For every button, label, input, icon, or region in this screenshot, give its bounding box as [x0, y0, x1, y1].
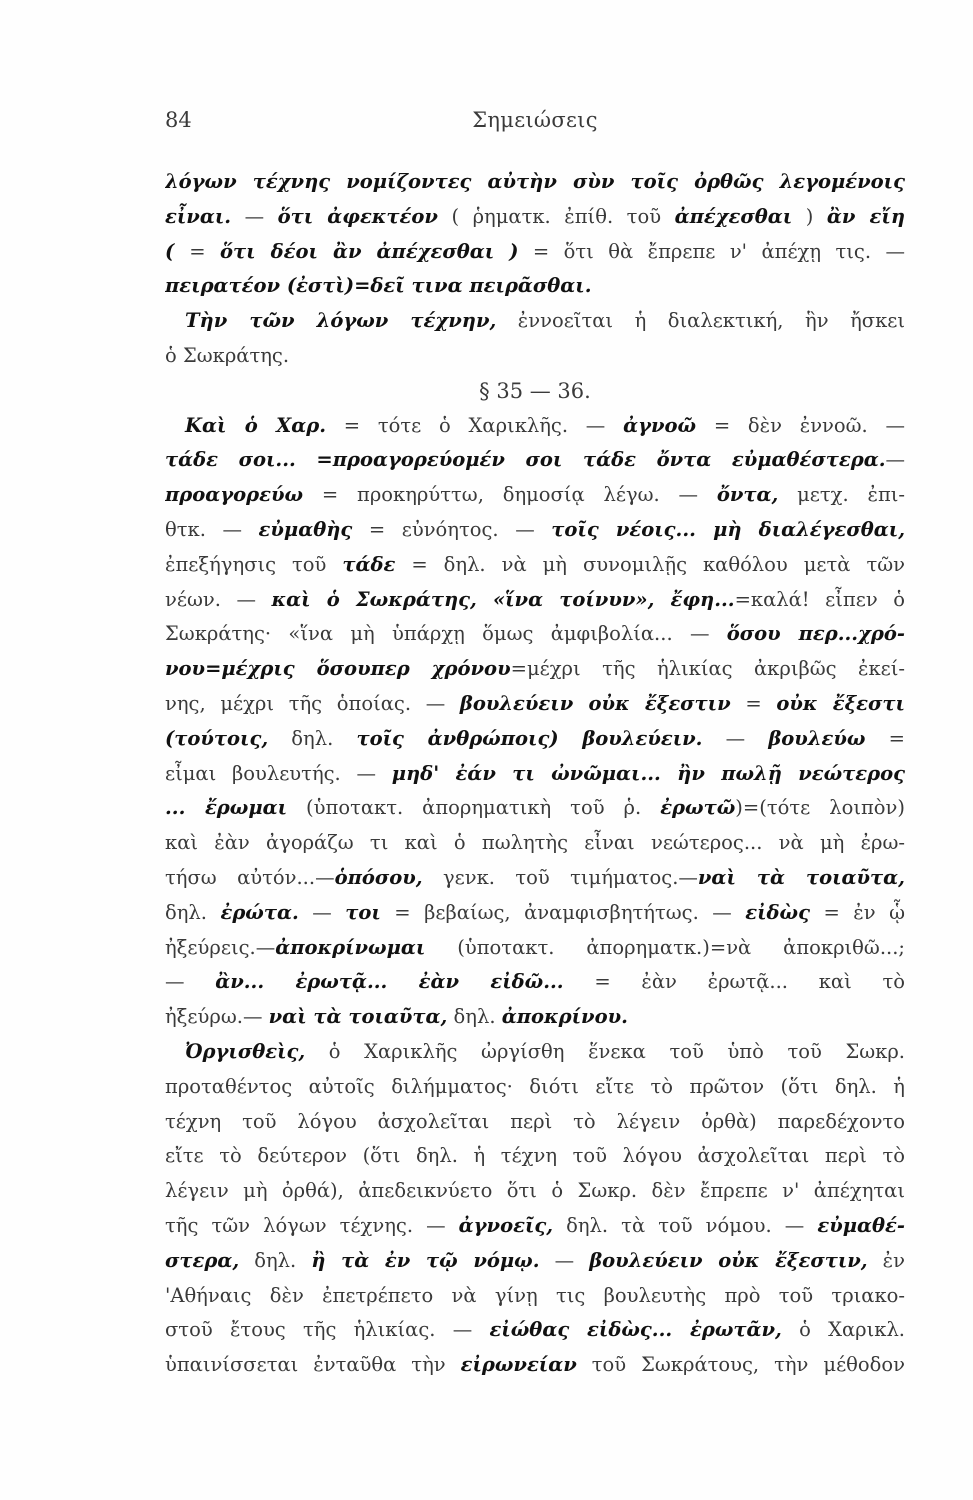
text-line [165, 791, 905, 826]
commentary-text: γενκ. τοῦ τιμήματος.— [422, 865, 698, 889]
lemma-text: μηδ' ἐάν τι ὠνῶμαι... ἢν πωλῇ νεώτερος [391, 761, 905, 785]
lemma-text: τάδε σοι... =προαγορεύομέν σοι τάδε ὄντα εὐμαθέστερα. [165, 448, 886, 472]
text-line [165, 896, 905, 931]
commentary-text: νης, μέχρι τῆς ὁποίας. — [165, 691, 460, 715]
text-line [165, 1209, 905, 1244]
commentary-text: Σωκράτης· «ἵνα μὴ ὑπάρχῃ ὅμως ἀμφιβολία... — [165, 622, 727, 646]
lemma-text: ἐρώτα. [220, 900, 299, 924]
commentary-text: καὶ ἐὰν ἀγοράζω τι καὶ ὁ πωλητὴς εἶναι νεώτερος... νὰ μὴ ἐρω- [165, 831, 905, 855]
lemma-text: λόγων τέχνης νομίζοντες αὐτὴν σὺν τοῖς ὀρθῶς λεγομένοις [165, 170, 905, 193]
text-line [165, 235, 905, 270]
text-line [165, 1035, 905, 1070]
text-line [165, 931, 905, 966]
commentary-text: — [298, 900, 346, 924]
commentary-text: § 35 — 36. [479, 378, 591, 403]
text-line [165, 965, 905, 1000]
commentary-text: = βεβαίως, ἀναμφισβητήτως. — [380, 900, 746, 924]
commentary-text: ( ῥηματκ. ἐπίθ. τοῦ [437, 204, 675, 228]
commentary-text: = ἐὰν ἐρωτᾷ... καὶ τὸ [563, 970, 905, 994]
lemma-text: εἰρωνείαν [460, 1353, 577, 1377]
lemma-text: ἀπέχεσθαι [674, 204, 793, 228]
commentary-text: δηλ. [268, 726, 357, 750]
text-line [165, 513, 905, 548]
lemma-text: εἰώθας εἰδὼς... ἐρωτᾶν, [489, 1318, 782, 1342]
lemma-text: ὅτι ἀφεκτέον [277, 204, 438, 228]
lemma-text: οὐκ ἔξεστι [776, 691, 905, 715]
text-line [165, 583, 905, 618]
commentary-text: = προκηρύττω, δημοσίᾳ λέγω. — [303, 483, 717, 507]
lemma-text: εἰδὼς [745, 900, 811, 924]
text-line [165, 548, 905, 583]
lemma-text: Καὶ ὁ Χαρ. [185, 413, 326, 437]
lemma-text: καὶ ὁ Σωκράτης, «ἵνα τοίνυν», ἔφη... [271, 587, 735, 611]
lemma-text: ἀγνοεῖς, [458, 1213, 554, 1237]
commentary-text: = [865, 726, 905, 750]
lemma-text: τοῖς ἀνθρώποις) βουλεύειν. [356, 726, 703, 750]
commentary-text: στοῦ ἔτους τῆς ἡλικίας. — [165, 1318, 490, 1342]
commentary-text: 'Αθήναις δὲν ἐπετρέπετο νὰ γίνῃ τις βουλευτὴς πρὸ τοῦ τριακο- [165, 1283, 905, 1307]
commentary-text: — [165, 970, 216, 994]
lemma-text: ναὶ τὰ τοιαῦτα, [268, 1005, 448, 1029]
lemma-text: τάδε [342, 552, 396, 576]
lemma-text: εὐμαθέ- [817, 1213, 905, 1237]
text-line [165, 409, 905, 444]
commentary-text: =καλά! εἶπεν ὁ [734, 587, 905, 611]
commentary-text: = ὅτι θὰ ἔπρεπε ν' ἀπέχῃ τις. — [518, 239, 905, 263]
commentary-text: — [231, 204, 278, 228]
commentary-text: = [189, 239, 221, 263]
text-line [165, 826, 905, 861]
notes-body [165, 165, 905, 1383]
lemma-text: ἐρωτῶ [660, 796, 736, 820]
text-line [165, 722, 905, 757]
commentary-text: — [885, 448, 905, 472]
commentary-text: λέγειν μὴ ὀρθά), ἀπεδεικνύετο ὅτι ὁ Σωκρ. δὲν ἔπρεπε ν' ἀπέχηται [165, 1179, 905, 1203]
commentary-text: προταθέντος αὐτοῖς διλήμματος· διότι εἴτε τὸ πρῶτον (ὅτι δηλ. ἡ [165, 1074, 905, 1098]
commentary-text: δηλ. τὰ τοῦ νόμου. — [553, 1213, 818, 1237]
text-line [165, 1313, 905, 1348]
lemma-text: ἂν εἴη [826, 204, 905, 228]
text-line [165, 165, 905, 200]
commentary-text: = ἐν ᾧ [810, 900, 905, 924]
text-line [165, 1279, 905, 1314]
text-line [165, 687, 905, 722]
lemma-text: ( [165, 239, 190, 263]
text-line [165, 1105, 905, 1140]
commentary-text: ἐννοεῖται ἡ διαλεκτική, ἣν ἤσκει [496, 309, 905, 333]
lemma-text: βουλεύειν οὐκ ἔξεστιν, [589, 1248, 868, 1272]
commentary-text: ὁ Χαρικλ. [781, 1318, 905, 1342]
commentary-text: τῆς τῶν λόγων τέχνης. — [165, 1213, 459, 1237]
commentary-text: μετχ. ἐπι- [778, 483, 905, 507]
commentary-text: =μέχρι τῆς ἡλικίας ἀκριβῶς ἐκεί- [510, 657, 905, 681]
commentary-text: νέων. — [165, 587, 272, 611]
lemma-text: στερα, [165, 1248, 240, 1272]
commentary-text: ὁ Χαρικλῆς ὠργίσθη ἕνεκα τοῦ ὑπὸ τοῦ Σωκρ. [305, 1039, 905, 1063]
lemma-text: ὅτι δέοι ἂν ἀπέχεσθαι ) [220, 239, 519, 263]
commentary-text: εἶμαι βουλευτής. — [165, 761, 392, 785]
lemma-text: ἂν... ἐρωτᾷ... ἐὰν εἰδῶ... [215, 970, 564, 994]
lemma-text: ἀποκρίνου. [501, 1005, 628, 1029]
commentary-text: ) [792, 204, 827, 228]
lemma-text: βουλεύειν οὐκ ἔξεστιν [459, 691, 731, 715]
commentary-text: ὑπαινίσσεται ἐνταῦθα τὴν [165, 1353, 461, 1377]
lemma-text: ἀποκρίνωμαι [275, 935, 426, 959]
lemma-text: Ὀργισθεὶς, [185, 1039, 306, 1063]
commentary-text: τέχνη τοῦ λόγου ἀσχολεῖται περὶ τὸ λέγειν ὀρθὰ) παρεδέχοντο [165, 1109, 905, 1133]
commentary-text: (ὑποτακτ. ἀπορηματικὴ τοῦ ῥ. [287, 796, 661, 820]
lemma-text: εὐμαθὴς [258, 517, 353, 541]
lemma-text: (τούτοις, [165, 726, 269, 750]
text-line [165, 339, 905, 374]
commentary-text: — [539, 1248, 590, 1272]
text-line [165, 1348, 905, 1383]
lemma-text: ἀγνοῶ [623, 413, 697, 437]
commentary-text: = εὐνόητος. — [352, 517, 552, 541]
lemma-text: βουλεύω [768, 726, 866, 750]
text-line [165, 1139, 905, 1174]
text-line [165, 269, 905, 304]
page-number: 84 [165, 108, 192, 132]
section-heading [165, 374, 905, 409]
text-line [165, 861, 905, 896]
lemma-text: ἢ τὰ ἐν τῷ νόμῳ. [311, 1248, 540, 1272]
text-line [165, 304, 905, 339]
lemma-text: ὅσου περ...χρό- [726, 622, 905, 646]
running-head [165, 108, 905, 148]
text-line [165, 617, 905, 652]
commentary-text: δηλ. [239, 1248, 312, 1272]
lemma-text: ... ἔρωμαι [165, 796, 288, 820]
lemma-text: προαγορεύω [165, 483, 304, 507]
commentary-text: ἐν [867, 1248, 905, 1272]
lemma-text: τοι [345, 900, 381, 924]
commentary-text: δηλ. [447, 1005, 502, 1029]
commentary-text: εἴτε τὸ δεύτερον (ὅτι δηλ. ἡ τέχνη τοῦ λόγου ἀσχολεῖται περὶ τὸ [165, 1144, 905, 1168]
text-line [165, 1070, 905, 1105]
commentary-text: (ὑποτακτ. ἀπορηματκ.)=νὰ ἀποκριθῶ...; [425, 935, 905, 959]
commentary-text: ἠξεύρεις.— [165, 935, 276, 959]
commentary-text: δηλ. [165, 900, 221, 924]
text-line [165, 757, 905, 792]
commentary-text: τήσω αὐτόν...— [165, 865, 335, 889]
lemma-text: ὁπόσου, [334, 865, 423, 889]
lemma-text: ὄντα, [716, 483, 779, 507]
text-line [165, 478, 905, 513]
commentary-text: = [730, 691, 777, 715]
running-title: Σημειώσεις [472, 108, 598, 132]
commentary-text: = τότε ὁ Χαρικλῆς. — [326, 413, 624, 437]
commentary-text: — [702, 726, 769, 750]
lemma-text: πειρατέον (ἐστὶ)=δεῖ τινα πειρᾶσθαι. [165, 274, 592, 298]
text-line [165, 200, 905, 235]
lemma-text: ναὶ τὰ τοιαῦτα, [697, 865, 905, 889]
text-line [165, 1244, 905, 1279]
commentary-text: ἐπεξήγησις τοῦ [165, 552, 343, 576]
lemma-text: νου=μέχρις ὅσουπερ χρόνου [165, 657, 511, 681]
text-line [165, 1000, 905, 1035]
commentary-text: )=(τότε λοιπὸν) [735, 796, 905, 820]
commentary-text: = δηλ. νὰ μὴ συνομιλῇς καθόλου μετὰ τῶν [395, 552, 905, 576]
commentary-text: τοῦ Σωκράτους, τὴν μέθοδον [576, 1353, 905, 1377]
text-line [165, 1174, 905, 1209]
text-line [165, 443, 905, 478]
commentary-text: ἠξεύρω.— [165, 1005, 269, 1029]
lemma-text: τοῖς νέοις... μὴ διαλέγεσθαι, [551, 517, 905, 541]
lemma-text: εἶναι. [165, 204, 232, 228]
text-line [165, 652, 905, 687]
commentary-text: ὁ Σωκράτης. [165, 343, 290, 367]
commentary-text: = δὲν ἐννοῶ. — [696, 413, 905, 437]
commentary-text: θτκ. — [165, 517, 259, 541]
lemma-text: Τὴν τῶν λόγων τέχνην, [185, 309, 497, 333]
